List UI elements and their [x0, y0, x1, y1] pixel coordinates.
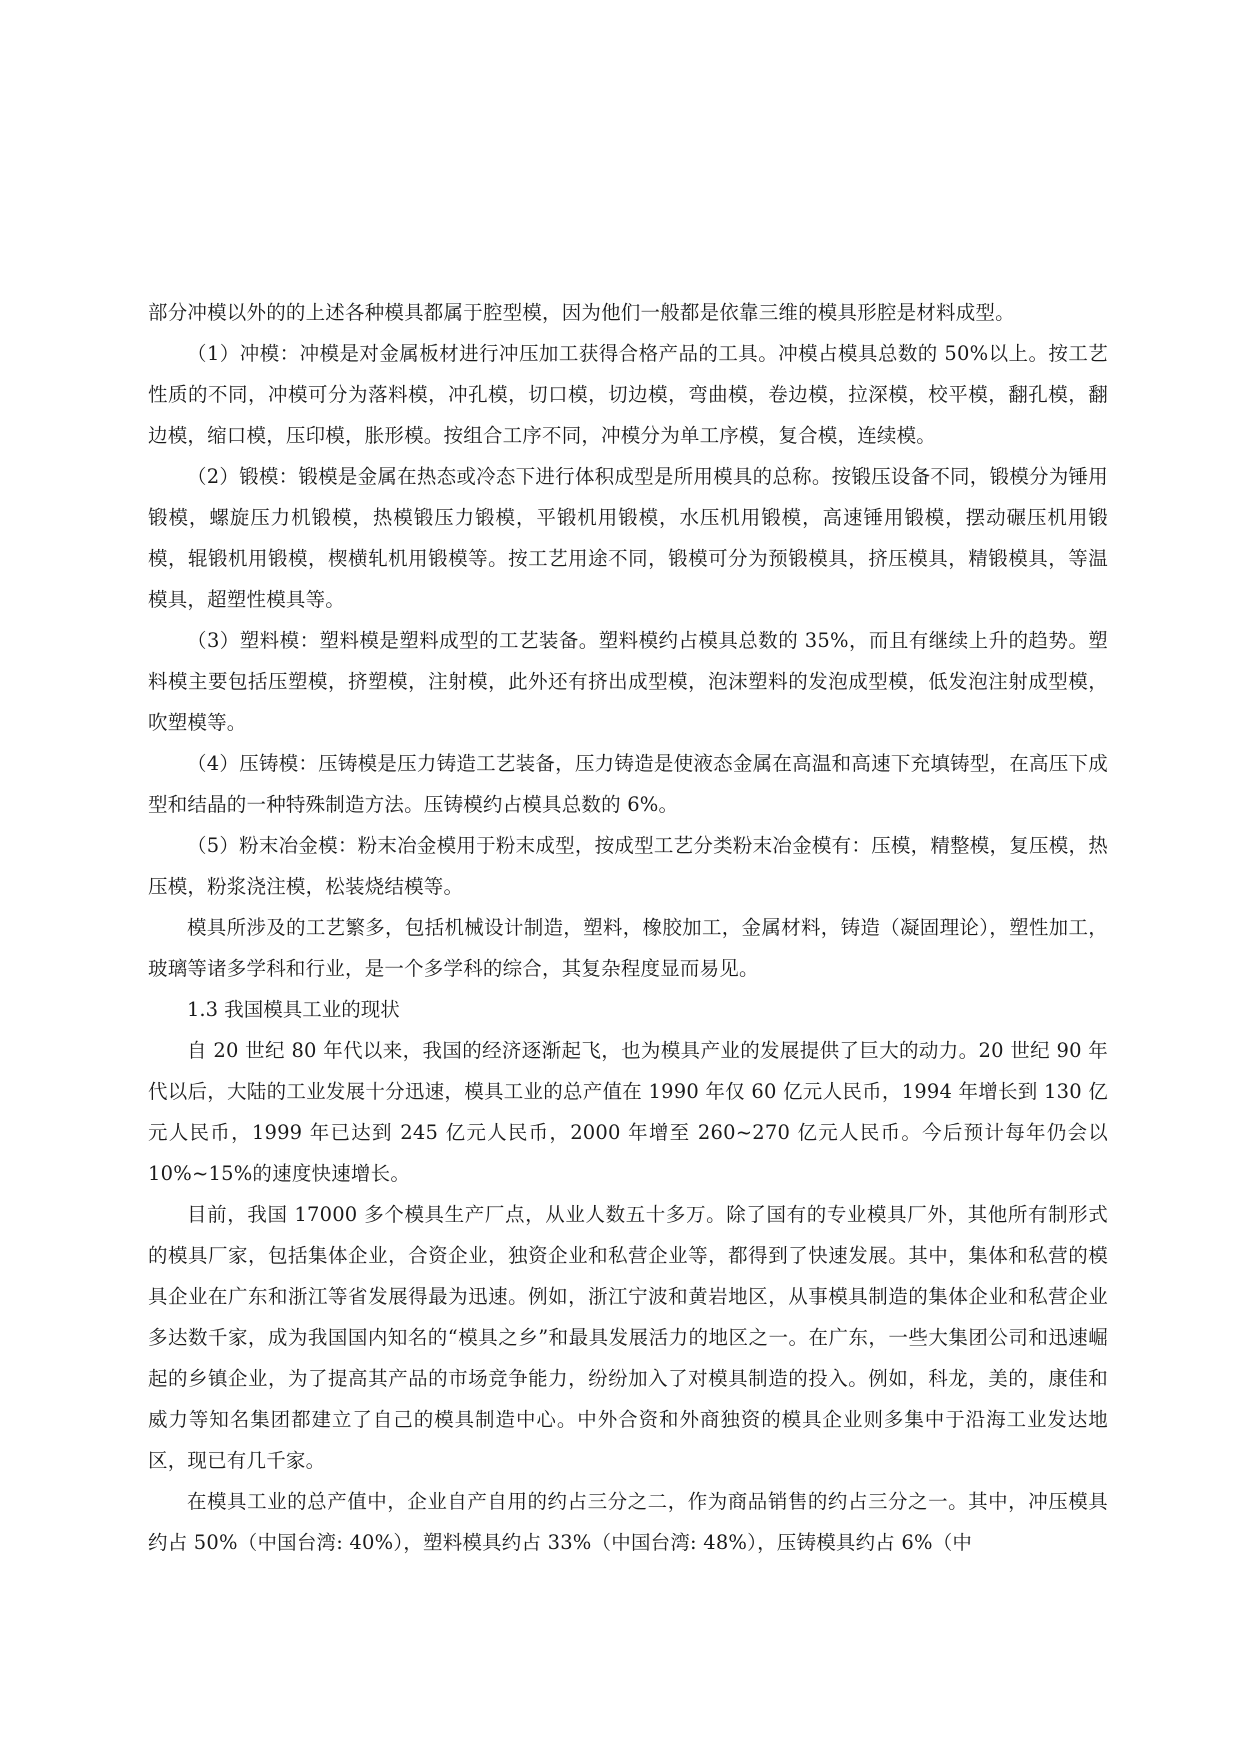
paragraph-cavity-molds: 部分冲模以外的的上述各种模具都属于腔型模，因为他们一般都是依靠三维的模具形腔是材料成型。 — [148, 301, 1015, 324]
paragraph-forging-die: （2）锻模：锻模是金属在热态或冷态下进行体积成型是所用模具的总称。按锻压设备不同，锻模分为锤用锻模，螺旋压力机锻模，热模锻压力锻模，平锻机用锻模，水压机用锻模，高速锤用锻模，摆动碾压机用锻模，辊锻机用锻模，楔横轧机用锻模等。按工艺用途不同，锻模可分为预锻模具，挤压模具，精锻模具，等温模具，超塑性模具等。 — [148, 465, 1108, 611]
paragraph-die-casting-mold: （4）压铸模：压铸模是压力铸造工艺装备，压力铸造是使液态金属在高温和高速下充填铸型，在高压下成型和结晶的一种特殊制造方法。压铸模约占模具总数的 6%。 — [148, 752, 1108, 816]
paragraph-industry-growth: 自 20 世纪 80 年代以来，我国的经济逐渐起飞，也为模具产业的发展提供了巨大的动力。20 世纪 90 年代以后，大陆的工业发展十分迅速，模具工业的总产值在 1990 年仅 60 亿元人民币，1994 年增长到 130 亿元人民币，1999 年已达到 245 亿元人民币，2000 年增至 260~270 亿元人民币。今后预计每年仍会以 10%~15%的速度快速增长。 — [148, 1039, 1108, 1185]
paragraph-industry-output: 在模具工业的总产值中，企业自产自用的约占三分之二，作为商品销售的约占三分之一。其中，冲压模具约占 50%（中国台湾: 40%），塑料模具约占 33%（中国台湾: 48%），压铸模具约占 6%（中 — [148, 1490, 1108, 1554]
section-heading: 1.3 我国模具工业的现状 — [187, 998, 400, 1021]
paragraph-powder-metallurgy-mold: （5）粉末冶金模：粉末冶金模用于粉末成型，按成型工艺分类粉末冶金模有：压模，精整模，复压模，热压模，粉浆浇注模，松装烧结模等。 — [148, 834, 1108, 898]
document-page — [148, 292, 1108, 1563]
paragraph-industry-enterprises: 目前，我国 17000 多个模具生产厂点，从业人数五十多万。除了国有的专业模具厂外，其他所有制形式的模具厂家，包括集体企业，合资企业，独资企业和私营企业等，都得到了快速发展。其中，集体和私营的模具企业在广东和浙江等省发展得最为迅速。例如，浙江宁波和黄岩地区，从事模具制造的集体企业和私营企业多达数千家，成为我国国内知名的“模具之乡”和最具发展活力的地区之一。在广东，一些大集团公司和迅速崛起的乡镇企业，为了提高其产品的市场竞争能力，纷纷加入了对模具制造的投入。例如，科龙，美的，康佳和威力等知名集团都建立了自己的模具制造中心。中外合资和外商独资的模具企业则多集中于沿海工业发达地区，现已有几千家。 — [148, 1203, 1108, 1472]
paragraph-stamping-die: （1）冲模：冲模是对金属板材进行冲压加工获得合格产品的工具。冲模占模具总数的 50%以上。按工艺性质的不同，冲模可分为落料模，冲孔模，切口模，切边模，弯曲模，卷边模，拉深模，校平模，翻孔模，翻边模，缩口模，压印模，胀形模。按组合工序不同，冲模分为单工序模，复合模，连续模。 — [148, 342, 1108, 447]
paragraph-plastic-mold: （3）塑料模：塑料模是塑料成型的工艺装备。塑料模约占模具总数的 35%，而且有继续上升的趋势。塑料模主要包括压塑模，挤塑模，注射模，此外还有挤出成型模，泡沫塑料的发泡成型模，低发泡注射成型模，吹塑模等。 — [148, 629, 1108, 734]
paragraph-mold-disciplines: 模具所涉及的工艺繁多，包括机械设计制造，塑料，橡胶加工，金属材料，铸造（凝固理论），塑性加工，玻璃等诸多学科和行业，是一个多学科的综合，其复杂程度显而易见。 — [148, 916, 1108, 980]
